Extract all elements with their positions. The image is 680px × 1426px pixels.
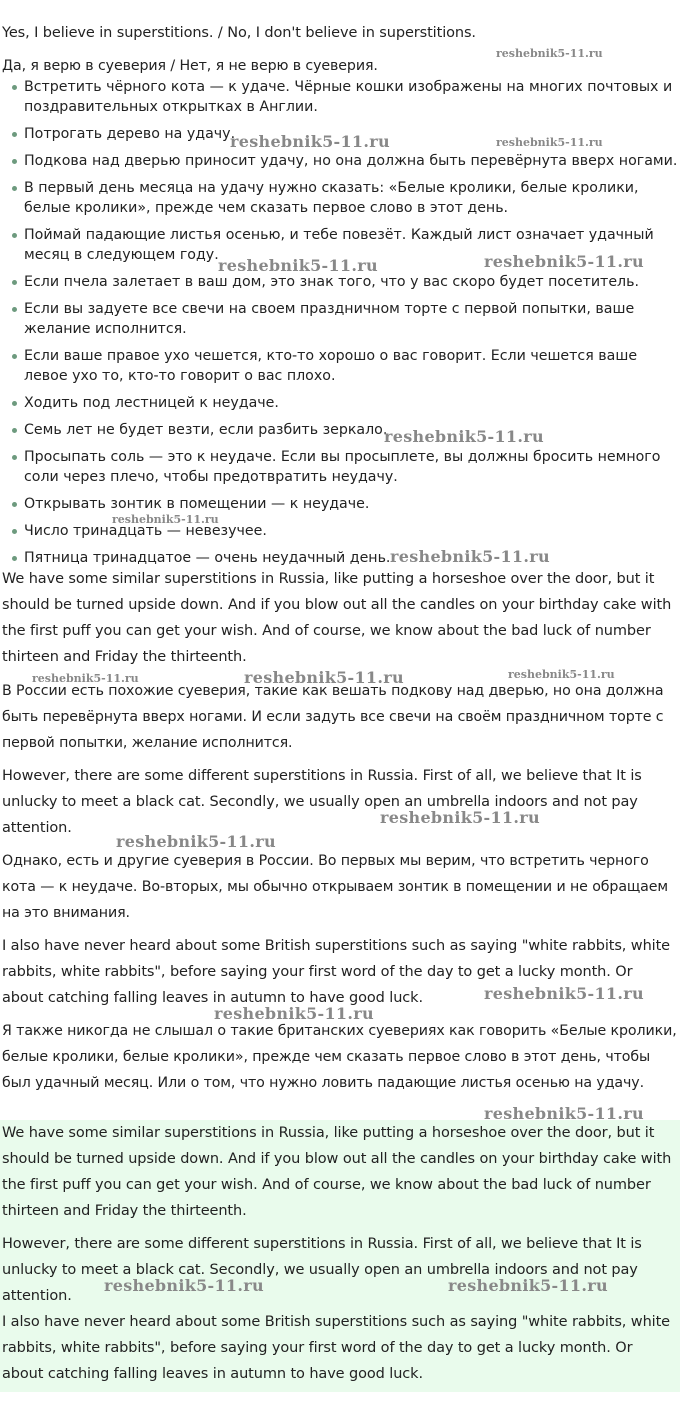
list-item: Если вы задуете все свечи на своем праздничном торте с первой попытки, ваше желание исполнится. bbox=[24, 299, 680, 339]
watermark: reshebnik5-11.ru bbox=[112, 513, 219, 526]
list-item: Поймай падающие листья осенью, и тебе повезёт. Каждый лист означает удачный месяц в следующем году. bbox=[24, 225, 680, 265]
watermark: reshebnik5-11.ru bbox=[484, 252, 644, 271]
similar-en-paragraph: We have some similar superstitions in Russia, like putting a horseshoe over the door, but it should be turned upside down. And if you blow out all the candles on your birthday cake with the first puff you can get your wish. And of course, we know about the bad luck of number thirteen and Friday the thirteenth. bbox=[2, 571, 672, 665]
intro-en: Yes, I believe in superstitions. / No, I don't believe in superstitions. bbox=[2, 25, 476, 41]
list-item: Если ваше правое ухо чешется, кто-то хорошо о вас говорит. Если чешется ваше левое ухо то, кто-то говорит о вас плохо. bbox=[24, 346, 680, 386]
similar-ru-paragraph: В России есть похожие суеверия, такие как вешать подкову над дверью, но она должна быть перевёрнута вверх ногами. И если задуть все свечи на своём праздничном торте с первой попытки, желание исполнится. bbox=[2, 683, 664, 751]
list-item: Потрогать дерево на удачу. bbox=[24, 124, 680, 144]
list-item: Ходить под лестницей к неудаче. bbox=[24, 393, 680, 413]
list-item: Семь лет не будет везти, если разбить зеркало. bbox=[24, 420, 680, 440]
list-item: В первый день месяца на удачу нужно сказать: «Белые кролики, белые кролики, белые кролики», прежде чем сказать первое слово в этот день. bbox=[24, 178, 680, 218]
answer-similar-en: We have some similar superstitions in Russia, like putting a horseshoe over the door, but it should be turned upside down. And if you blow out all the candles on your birthday cake with the first puff you can get your wish. And of course, we know about the bad luck of number thirteen and Friday the thirteenth. bbox=[2, 1125, 672, 1219]
never-en-paragraph: I also have never heard about some British superstitions such as saying "white rabbits, white rabbits, white rabbits", before saying your first word of the day to get a lucky month. Or about catching falling leaves in autumn to have good luck. bbox=[2, 938, 670, 1006]
answer-different-en: However, there are some different superstitions in Russia. First of all, we believe that It is unlucky to meet a black cat. Secondly, we usually open an umbrella indoors and not pay attention. bbox=[2, 1236, 642, 1304]
watermark: reshebnik5-11.ru bbox=[214, 1004, 374, 1023]
watermark: reshebnik5-11.ru bbox=[496, 47, 603, 60]
watermark: reshebnik5-11.ru bbox=[508, 668, 615, 681]
watermark: reshebnik5-11.ru bbox=[104, 1276, 264, 1295]
list-item: Встретить чёрного кота — к удаче. Чёрные кошки изображены на многих почтовых и поздравительных открытках в Англии. bbox=[24, 77, 680, 117]
watermark: reshebnik5-11.ru bbox=[116, 832, 276, 851]
watermark: reshebnik5-11.ru bbox=[380, 808, 540, 827]
watermark: reshebnik5-11.ru bbox=[484, 984, 644, 1003]
answer-block bbox=[0, 1120, 680, 1392]
watermark: reshebnik5-11.ru bbox=[384, 427, 544, 446]
list-item: Число тринадцать — невезучее. bbox=[24, 521, 680, 541]
watermark: reshebnik5-11.ru bbox=[390, 547, 550, 566]
watermark: reshebnik5-11.ru bbox=[218, 256, 378, 275]
list-item: Пятница тринадцатое — очень неудачный день. bbox=[24, 548, 680, 568]
never-ru-paragraph: Я также никогда не слышал о такие британских суевериях как говорить «Белые кролики, белые кролики, белые кролики», прежде чем сказать первое слово в этот день, чтобы был удачный месяц. Или о том, что нужно ловить падающие листья осенью на удачу. bbox=[2, 1023, 677, 1091]
list-item: Открывать зонтик в помещении — к неудаче. bbox=[24, 494, 680, 514]
watermark: reshebnik5-11.ru bbox=[496, 136, 603, 149]
different-en-paragraph: However, there are some different superstitions in Russia. First of all, we believe that It is unlucky to meet a black cat. Secondly, we usually open an umbrella indoors and not pay attention. bbox=[2, 768, 642, 836]
list-item: Просыпать соль — это к неудаче. Если вы просыплете, вы должны бросить немного соли через плечо, чтобы предотвратить неудачу. bbox=[24, 447, 680, 487]
watermark: reshebnik5-11.ru bbox=[484, 1104, 644, 1123]
different-ru-paragraph: Однако, есть и другие суеверия в России. Во первых мы верим, что встретить черного кота — к неудаче. Во-вторых, мы обычно открываем зонтик в помещении и не обращаем на это внимания. bbox=[2, 853, 669, 921]
watermark: reshebnik5-11.ru bbox=[244, 668, 404, 687]
watermark: reshebnik5-11.ru bbox=[448, 1276, 608, 1295]
answer-never-en: I also have never heard about some British superstitions such as saying "white rabbits, white rabbits, white rabbits", before saying your first word of the day to get a lucky month. Or about catching falling leaves in autumn to have good luck. bbox=[2, 1314, 670, 1382]
watermark: reshebnik5-11.ru bbox=[230, 132, 390, 151]
intro-ru: Да, я верю в суеверия / Нет, я не верю в суеверия. bbox=[2, 58, 378, 74]
list-item: Подкова над дверью приносит удачу, но она должна быть перевёрнута вверх ногами. bbox=[24, 151, 680, 171]
list-item: Если пчела залетает в ваш дом, это знак того, что у вас скоро будет посетитель. bbox=[24, 272, 680, 292]
superstitions-list bbox=[0, 77, 680, 575]
watermark: reshebnik5-11.ru bbox=[32, 672, 139, 685]
